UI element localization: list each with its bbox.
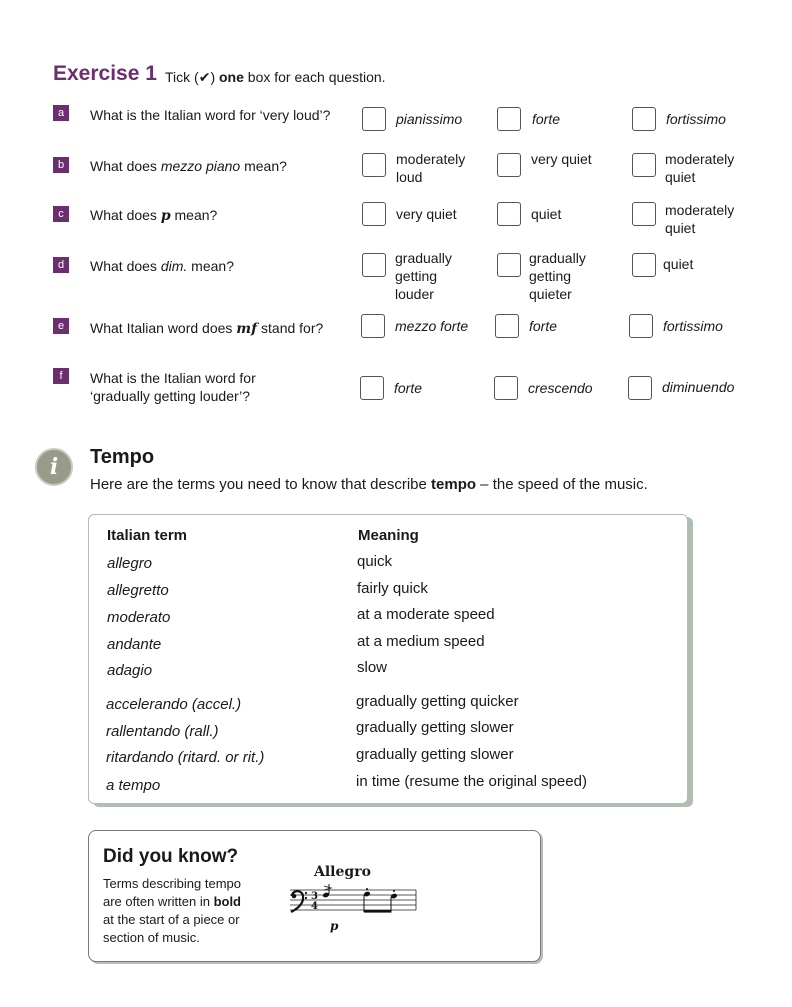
question-badge-d: d: [53, 257, 69, 273]
term-cell: allegro: [107, 555, 153, 572]
checkbox-f-1[interactable]: [360, 376, 384, 400]
checkbox-f-3[interactable]: [628, 376, 652, 400]
meaning-cell: gradually getting quicker: [356, 693, 519, 710]
time-signature-bottom: 4: [311, 901, 318, 912]
question-badge-e: e: [53, 318, 69, 334]
option-e-1: mezzo forte: [395, 318, 469, 334]
checkbox-e-3[interactable]: [629, 314, 653, 338]
option-b-2: very quiet: [531, 151, 592, 167]
option-f-1: forte: [394, 380, 423, 396]
meaning-cell: gradually getting slower: [356, 746, 514, 763]
option-d-1: gradually getting louder: [395, 250, 452, 302]
info-icon: i: [35, 448, 73, 486]
option-c-1: very quiet: [396, 206, 457, 222]
term-cell: rallentando (rall.): [106, 723, 219, 740]
term-cell: ritardando (ritard. or rit.): [106, 749, 265, 766]
term-cell: a tempo: [106, 777, 161, 794]
question-e-text: What Italian word does mf stand for?: [90, 320, 324, 337]
music-notation: [288, 884, 420, 934]
checkbox-c-3[interactable]: [632, 202, 656, 226]
checkbox-a-3[interactable]: [632, 107, 656, 131]
option-c-2: quiet: [531, 206, 562, 222]
option-e-2: forte: [529, 318, 558, 334]
checkbox-b-3[interactable]: [632, 153, 656, 177]
question-badge-f: f: [53, 368, 69, 384]
question-badge-c: c: [53, 206, 69, 222]
option-a-1: pianissimo: [396, 111, 463, 127]
option-f-2: crescendo: [528, 380, 593, 396]
checkbox-d-2[interactable]: [497, 253, 521, 277]
term-cell: allegretto: [107, 582, 169, 599]
question-f-text: What is the Italian word for ‘gradually getting louder’?: [90, 370, 256, 404]
question-d-text: What does dim. mean?: [90, 258, 234, 274]
checkbox-b-2[interactable]: [497, 153, 521, 177]
checkbox-a-1[interactable]: [362, 107, 386, 131]
term-cell: accelerando (accel.): [106, 696, 242, 713]
checkbox-e-1[interactable]: [361, 314, 385, 338]
music-tempo-marking: Allegro: [314, 864, 371, 880]
meaning-cell: fairly quick: [357, 580, 428, 597]
tempo-heading: Tempo: [90, 446, 155, 468]
option-e-3: fortissimo: [663, 318, 723, 334]
meaning-cell: in time (resume the original speed): [356, 773, 587, 790]
term-cell: andante: [107, 636, 162, 653]
option-b-1: moderately loud: [396, 151, 466, 185]
option-a-3: fortissimo: [666, 111, 726, 127]
tick-icon: ✔: [198, 69, 211, 85]
table-header-meaning: Meaning: [358, 527, 419, 544]
checkbox-b-1[interactable]: [362, 153, 386, 177]
checkbox-c-1[interactable]: [362, 202, 386, 226]
exercise-title: Exercise 1: [53, 62, 157, 85]
meaning-cell: gradually getting slower: [356, 719, 514, 736]
term-cell: adagio: [107, 662, 153, 679]
option-d-3: quiet: [663, 256, 694, 272]
option-d-2: gradually getting quieter: [529, 250, 586, 302]
option-c-3: moderately quiet: [665, 202, 735, 236]
question-c-text: What does p mean?: [90, 207, 218, 224]
did-you-know-heading: Did you know?: [103, 846, 239, 867]
did-you-know-text: Terms describing tempo are often written in bold at the start of a piece or section of music.: [103, 876, 241, 945]
checkbox-d-1[interactable]: [362, 253, 386, 277]
checkbox-c-2[interactable]: [497, 202, 521, 226]
term-cell: moderato: [107, 609, 171, 626]
option-b-3: moderately quiet: [665, 151, 735, 185]
checkbox-d-3[interactable]: [632, 253, 656, 277]
accent-icon: [324, 886, 331, 890]
checkbox-f-2[interactable]: [494, 376, 518, 400]
meaning-cell: at a moderate speed: [357, 606, 495, 623]
option-a-2: forte: [532, 111, 561, 127]
time-signature-top: 3: [311, 891, 318, 902]
exercise-instruction: Tick (✔) one box for each question.: [165, 69, 386, 85]
bass-clef-icon: [291, 891, 307, 912]
meaning-cell: quick: [357, 553, 393, 570]
question-badge-a: a: [53, 105, 69, 121]
option-f-3: diminuendo: [662, 379, 735, 395]
checkbox-a-2[interactable]: [497, 107, 521, 131]
question-a-text: What is the Italian word for ‘very loud’?: [90, 107, 331, 123]
tempo-intro: Here are the terms you need to know that describe tempo – the speed of the music.: [90, 476, 648, 493]
table-header-term: Italian term: [107, 527, 188, 544]
meaning-cell: at a medium speed: [357, 633, 485, 650]
checkbox-e-2[interactable]: [495, 314, 519, 338]
meaning-cell: slow: [357, 659, 388, 676]
question-badge-b: b: [53, 157, 69, 173]
music-dynamic: p: [330, 919, 339, 933]
question-b-text: What does mezzo piano mean?: [90, 158, 287, 174]
